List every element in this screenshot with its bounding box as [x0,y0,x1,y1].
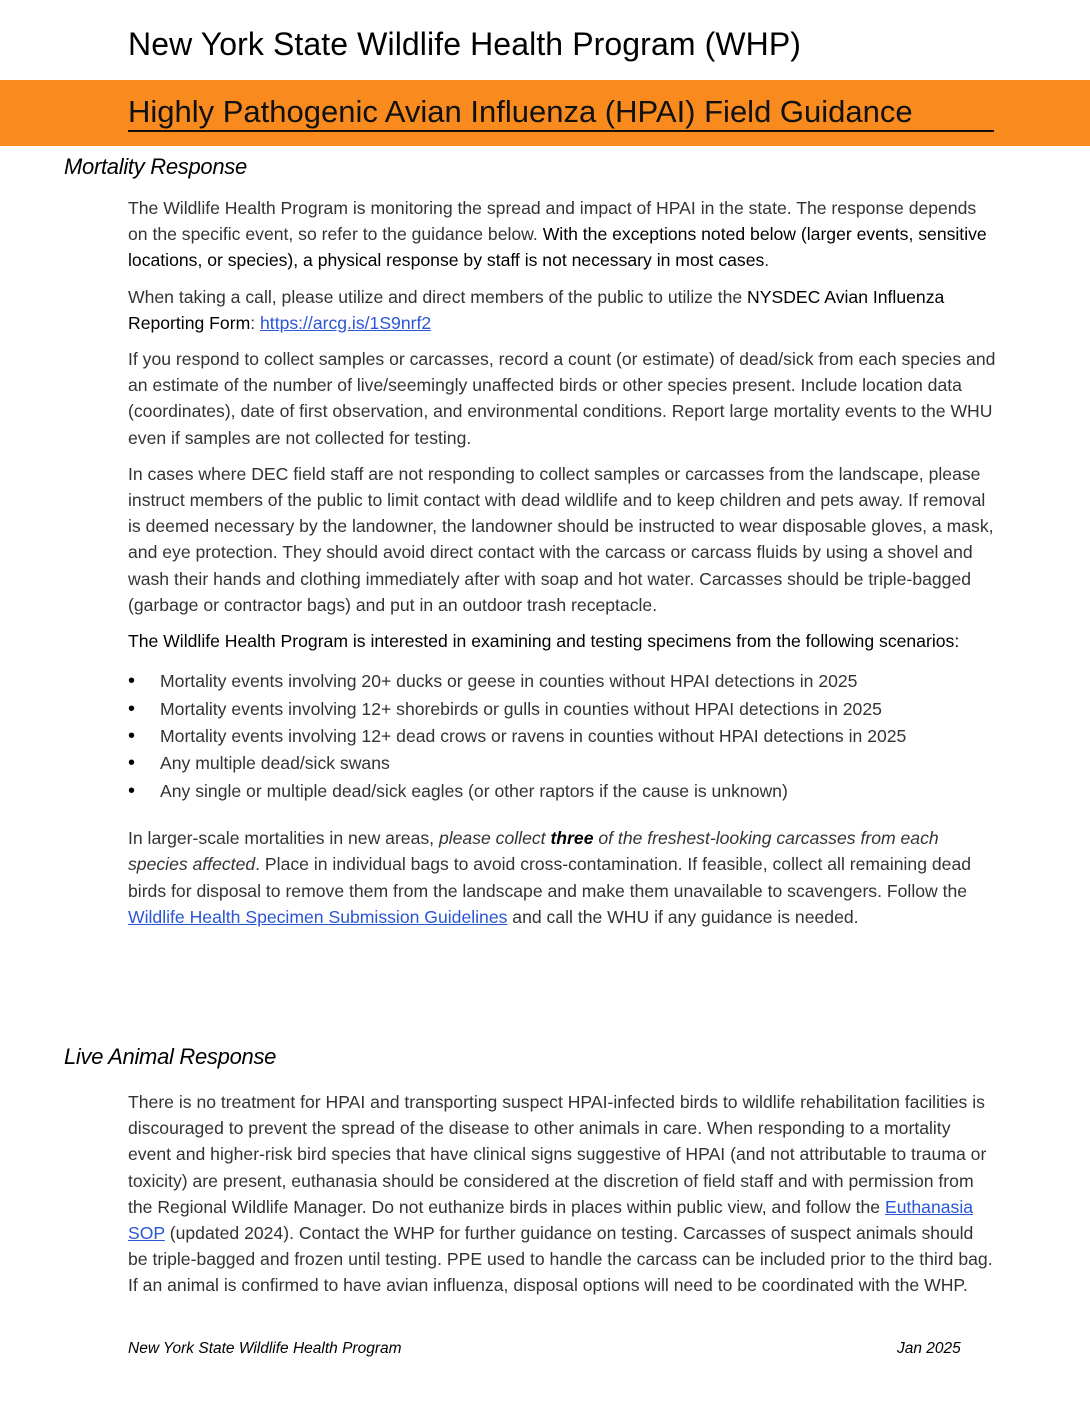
collect-instruction-text: please collect [438,828,551,849]
three-emphasis: three [550,828,594,849]
intro-text: The Wildlife Health Program is monitoring the spread and impact of HPAI in the state. The response depends on the specific event, so refer to the guidance below. [128,198,977,245]
scenario-item: • Any multiple dead/sick swans [128,750,996,777]
scenario-item: • Mortality events involving 12+ shorebirds or gulls in counties without HPAI detections in 2025 [128,696,996,723]
mortality-response-heading: Mortality Response [64,154,247,179]
disposal-text: . Place in individual bags to avoid cross-contamination. If feasible, collect all remaining dead birds for disposal to remove them from the landscape and make them unavailable to scavengers. Follow the [128,854,972,901]
scenario-list [128,668,996,805]
footer-date: Jan 2025 [897,1340,961,1357]
specimen-guidelines-link[interactable]: Wildlife Health Specimen Submission Guidelines [128,906,508,927]
testing-interest-paragraph: The Wildlife Health Program is interested in examining and testing specimens from the following scenarios: [128,631,960,652]
euthanasia-sop-link[interactable]: Euthanasia SOP [128,1196,974,1244]
title-banner [0,80,1090,146]
live-animal-response-body [128,1089,996,1309]
live-animal-text-end: (updated 2024). Contact the WHP for further guidance on testing. Carcasses of suspect animals should be triple-bagged and frozen until testing. PPE used to handle the carcass can be included prior to the third bag. If an animal is confirmed to have avian influenza, disposal options will need to be coordinated with the WHP. [128,1223,993,1296]
scenario-item: • Mortality events involving 20+ ducks or geese in counties without HPAI detections in 2025 [128,668,996,695]
intro-period: . [764,250,770,271]
live-animal-response-heading: Live Animal Response [64,1044,277,1069]
large-mortality-text: In larger-scale mortalities in new areas, [128,828,439,849]
mortality-response-body [128,195,996,940]
reporting-form-name: NYSDEC Avian Influenza Reporting Form [128,286,945,333]
mortality-intro-paragraph [128,195,996,274]
large-mortality-paragraph [128,825,996,930]
scenario-item: • Mortality events involving 12+ dead crows or ravens in counties without HPAI detections in 2025 [128,723,996,750]
program-title: New York State Wildlife Health Program (WHP) [128,26,802,62]
freshest-carcasses-text: of the freshest-looking carcasses from each species affected [128,828,939,875]
live-animal-paragraph [128,1089,996,1299]
scenario-item: • Any single or multiple dead/sick eagles (or other raptors if the cause is unknown) [128,778,996,805]
page-title: Highly Pathogenic Avian Influenza (HPAI) Field Guidance [128,94,994,132]
live-animal-text: There is no treatment for HPAI and transporting suspect HPAI-infected birds to wildlife rehabilitation facilities is discouraged to prevent the spread of the disease to other animals in care. When responding to a mortality event and higher-risk bird species that have clinical signs suggestive of HPAI (and not attributable to trauma or toxicity) are present, euthanasia should be considered at the discretion of field staff and with permission from the Regional Wildlife Manager. Do not euthanize birds in places within public view, and follow the [128,1092,987,1217]
public-instruction-paragraph: In cases where DEC field staff are not responding to collect samples or carcasses from the landscape, please instruct members of the public to limit contact with dead wildlife and to keep children and pets away. If removal is deemed necessary by the landowner, the landowner should be instructed to wear disposable gloves, a mask, and eye protection. They should avoid direct contact with the carcass or carcass fluids by using a shovel and wash their hands and clothing immediately after with soap and hot water. Carcasses should be triple-bagged (garbage or contractor bags) and put in an outdoor trash receptacle. [128,463,994,615]
footer-program-name: New York State Wildlife Health Program [128,1340,402,1357]
reporting-text: When taking a call, please utilize and direct members of the public to utilize the [128,286,748,307]
sample-collection-paragraph: If you respond to collect samples or carcasses, record a count (or estimate) of dead/sick from each species and an estimate of the number of live/seemingly unaffected birds or other species present. Include location data (coordinates), date of first observation, and environmental conditions. Report large mortality events to the WHU even if samples are not collected for testing. [128,349,996,448]
reporting-form-paragraph [128,284,996,336]
call-whu-text: and call the WHU if any guidance is needed. [507,906,859,927]
intro-emphasis-text: With the exceptions noted below (larger events, sensitive locations, or species), a physical response by staff is not necessary in most cases [128,224,987,271]
reporting-form-link[interactable]: https://arcg.is/1S9nrf2 [260,312,432,333]
reporting-colon: : [250,312,261,333]
